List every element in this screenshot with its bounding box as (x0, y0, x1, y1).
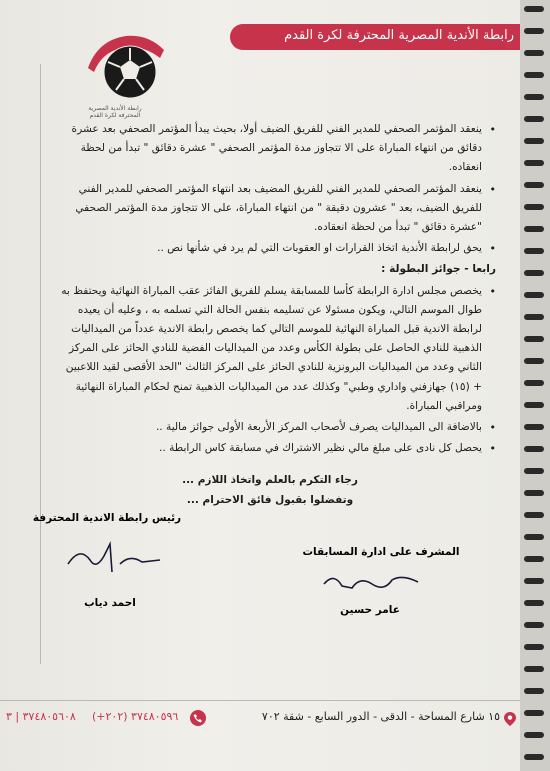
right-signatory-title: المشرف على ادارة المسابقات (302, 546, 460, 558)
binding-ring (524, 600, 544, 606)
binding-ring (524, 732, 544, 738)
location-pin-icon (504, 712, 516, 726)
binding-ring (524, 314, 544, 320)
binding-ring (524, 578, 544, 584)
closing-block (150, 470, 390, 510)
left-signatory-name: احمد دياب (84, 597, 136, 609)
footer-phone: (+٢٠٢) ٣٧٤٨٠٥٩٦ (92, 710, 179, 723)
binding-ring (524, 644, 544, 650)
margin-line (40, 64, 41, 664)
binding-ring (524, 754, 544, 760)
binding-ring (524, 424, 544, 430)
right-signature-mark (318, 566, 428, 602)
binding-ring (524, 6, 544, 12)
footer-fax: ٣٧٤٨٠٥٦٠٨ | ٣ (6, 710, 76, 723)
binding-ring (524, 248, 544, 254)
binding-ring (524, 50, 544, 56)
right-signatory-name: عامر حسين (340, 604, 400, 616)
binding-ring (524, 72, 544, 78)
closing-line-1: رجاء التكرم بالعلم واتخاذ اللازم ... (182, 474, 358, 486)
letter-body (58, 120, 496, 460)
footer-address: ١٥ شارع المساحة - الدقى - الدور السابع - شقة ٧٠٢ (261, 710, 500, 723)
binding-ring (524, 490, 544, 496)
section-title: رابعا - جوائز البطولة : (381, 263, 496, 276)
left-signature-mark (60, 534, 170, 580)
paragraph-3: • يحق لرابطة الأندية اتخاذ القرارات او العقوبات التي لم يرد في شأنها نص .. (58, 239, 496, 258)
binding-ring (524, 710, 544, 716)
binding-ring (524, 160, 544, 166)
binding-ring (524, 402, 544, 408)
binding-ring (524, 688, 544, 694)
binding-ring (524, 380, 544, 386)
section-paragraph-3: • يحصل كل نادى على مبلغ مالي نظير الاشتراك في مسابقة كاس الرابطة .. (58, 439, 496, 458)
binding-ring (524, 666, 544, 672)
binding-ring (524, 336, 544, 342)
binding-ring (524, 358, 544, 364)
phone-icon (190, 710, 206, 726)
binding-ring (524, 622, 544, 628)
paragraph-2: • ينعقد المؤتمر الصحفي للمدير الفني للفريق المضيف بعد انتهاء المؤتمر الصحفي للمدير الفني للفريق الضيف، بعد " عشرون دقيقة " من انتهاء المباراة، على الا تتجاوز مدة المؤتمر الصحفي "عشرة دقائق " تبدأ من لحظة انعقاده. (58, 180, 496, 238)
binding-ring (524, 468, 544, 474)
binding-ring (524, 534, 544, 540)
header-band (230, 24, 520, 50)
spiral-binding (520, 0, 550, 771)
binding-ring (524, 204, 544, 210)
footer-divider (0, 700, 520, 701)
binding-ring (524, 292, 544, 298)
binding-ring (524, 446, 544, 452)
section-paragraph-1: • يخصص مجلس ادارة الرابطة كأسا للمسابقة يسلم للفريق الفائز عقب المباراة النهائية ويحتفظ به طوال الموسم التالي، ويكون مسئولا عن تسليمه بنفس الحالة التي تسلمه به ، وعليه أن يعيده لرابطة الاندية قبل المباراة النهائية للموسم التالي كما يخصص رابطة الاندية عدداً من الميداليات الذهبية للنادي الحاصل على بطولة الكأس وعدد من الميداليات الفضية للنادي الحائز على المركز الثاني وعدد من الميداليات البرونزية للنادي الحائز على المركز الثالث "الحد الأقصى لقيد اللاعبين + (١٥) جهازفني واداري وطبي" وكذلك عدد من الميداليات الذهبية تمنح لحكام المباراة النهائية ومراقبي المباراة. (58, 282, 496, 416)
closing-line-2: وتفضلوا بقبول فائق الاحترام ... (186, 494, 354, 506)
binding-ring (524, 226, 544, 232)
binding-ring (524, 512, 544, 518)
footer (0, 700, 520, 744)
binding-ring (524, 270, 544, 276)
binding-ring (524, 94, 544, 100)
paragraph-1: • ينعقد المؤتمر الصحفي للمدير الفني للفريق الضيف أولا، بحيث يبدأ المؤتمر الصحفي بعد عشرة دقائق من انتهاء المباراة على الا تتجاوز مدة المؤتمر الصحفي " عشرة دقائق " تبدأ من لحظة انعقاده. (58, 120, 496, 178)
binding-ring (524, 138, 544, 144)
section-paragraph-2: • بالاضافة الى الميداليات يصرف لأصحاب المركز الأربعة الأولى جوائز مالية .. (58, 418, 496, 437)
binding-ring (524, 28, 544, 34)
left-signatory-title: رئيس رابطة الاندية المحترفة (32, 512, 182, 524)
binding-ring (524, 556, 544, 562)
binding-ring (524, 116, 544, 122)
header-title: رابطة الأندية المصرية المحترفة لكرة القدم (284, 28, 514, 43)
logo-caption: رابطة الأندية المصرية المحترفة لكرة القدم (88, 105, 142, 119)
binding-ring (524, 182, 544, 188)
